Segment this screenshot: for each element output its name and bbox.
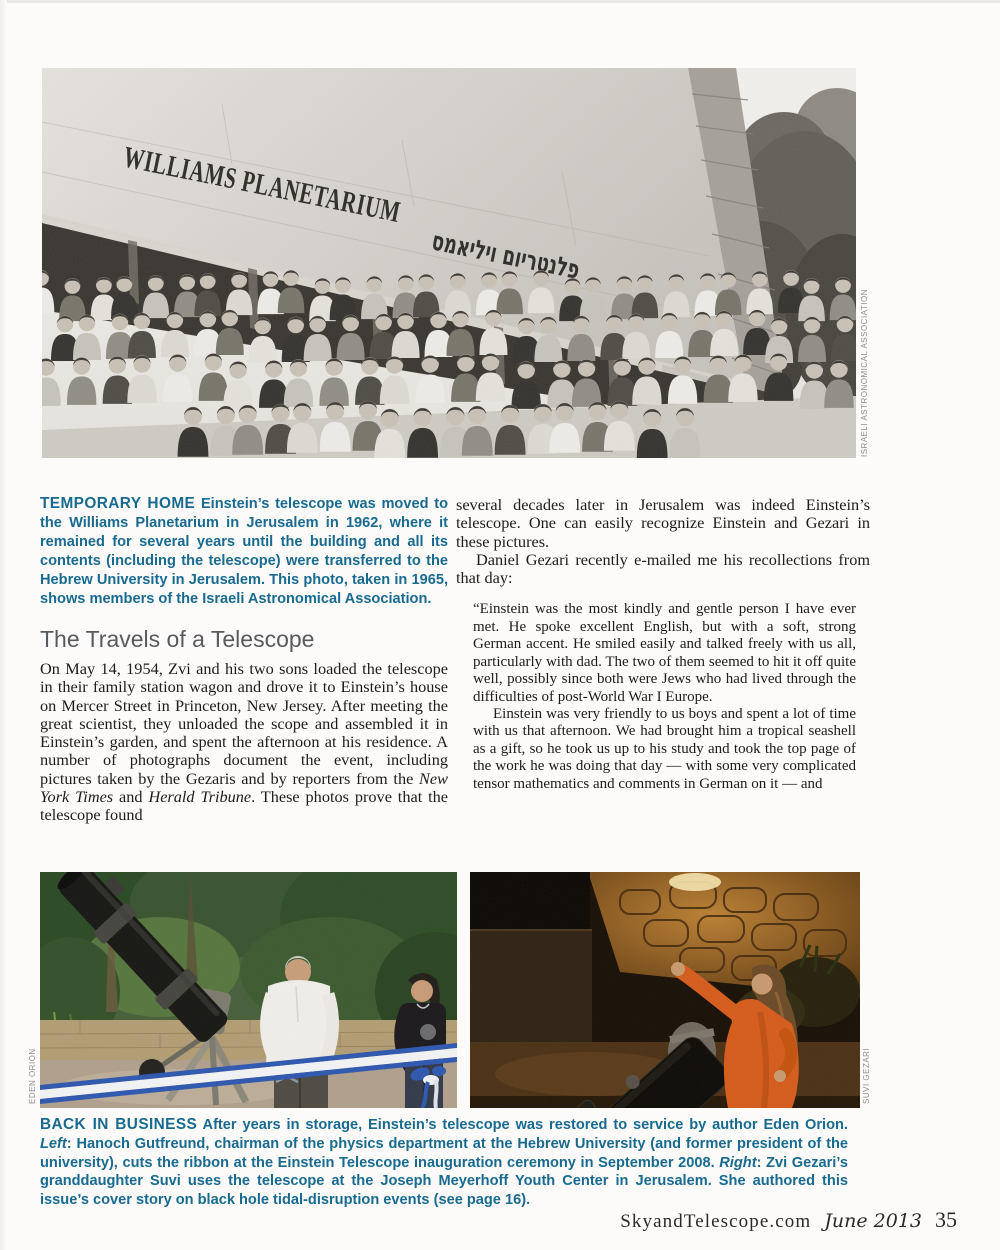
caption-text: : Hanoch Gutfreund, chairman of the physics department at the Hebrew University (and former president of the university), cuts the ribbon at the Einstein Telescope inauguration ceremony in September 2008. [40,1135,848,1171]
planetarium-sign-text-hebrew: פלנטריום ויליאמס [429,226,648,300]
quoted-recollection [473,601,856,792]
planetarium-photo-art [42,68,856,458]
film-grain [42,68,856,458]
paragraph-text: . These photos prove that the telescope found [40,787,448,825]
planetarium-photo [42,68,856,458]
caption-text: After years in storage, Einstein’s telescope was restored to service by author Eden Orion. [202,1117,848,1133]
paragraph-text: and [113,787,149,807]
photo-credit-bottom-right: SUVI GEZARI [862,1047,871,1104]
film-grain [470,872,860,1108]
quote-paragraph-1: “Einstein was the most kindly and gentle person I have ever met. He spoke excellent English, but with a soft, strong German accent. He smiled easily and talked freely with us all, particularly with dad. The two of them seemed to hit it off quite well, possibly since both were Jews who had lived through the difficulties of post-World War I Europe. [473,601,856,705]
article-paragraph-right-2: Daniel Gezari recently e-mailed me his recollections from that day: [456,549,870,588]
caption-back-in-business [40,1116,848,1210]
article-heading: The Travels of a Telescope [40,626,315,652]
italic-publication: New York Times [40,768,448,807]
page-footer [620,1207,957,1233]
footer-site: SkyandTelescope.com [620,1211,812,1232]
caption-temporary-home [40,494,448,609]
caption-text: Einstein’s telescope was moved to the Williams Planetarium in Jerusalem in 1962, where it remained for several years until the building and all its contents (including the telescope) were transferred to the Hebrew University in Jerusalem. This photo, taken in 1965, shows members of the Israeli Astronomical Association. [40,496,448,607]
footer-page-number: 35 [935,1207,957,1232]
caption-left-marker: Left [40,1135,67,1152]
ribbon-cutting-photo [40,872,457,1108]
footer-issue-date: June 2013 [824,1210,922,1232]
scan-edge-left [0,0,7,1250]
paragraph-text: On May 14, 1954, Zvi and his two sons loaded the telescope in their family station wagon and drove it to Einstein’s house on Mercer Street in Princeton, New Jersey. After meeting the great scientist, they unloaded the scope and assembled it in Einstein’s garden, and spent the afternoon at his residence. A number of photographs document the event, including pictures taken by the Gezaris and by reporters from the [40,659,448,788]
scan-edge-top [0,0,1000,3]
article-paragraph-right-1: several decades later in Jerusalem was indeed Einstein’s telescope. One can easily recognize Einstein and Gezari in these pictures. [456,495,870,551]
photo-credit-top: ISRAELI ASTRONOMICAL ASSOCIATION [860,288,869,457]
article-paragraph-left [40,660,448,825]
night-observing-art [470,872,860,1108]
right-column [456,496,870,793]
caption-label: TEMPORARY HOME [40,495,196,512]
italic-publication: Herald Tribune [148,787,252,807]
film-grain [40,872,457,1108]
ribbon-cutting-art [40,872,457,1108]
night-observing-photo [470,872,860,1108]
caption-right-marker: Right [719,1154,757,1171]
quote-paragraph-2: Einstein was very friendly to us boys and spent a lot of time with us that afternoon. We had brought him a tropical seashell as a gift, so he took us up to his study and took the top page of the work he was doing that day — with some very complicated tensor mathematics and comments in German on it — and [473,705,856,792]
photo-credit-bottom-left: EDEN ORION [28,1048,37,1104]
left-column [40,494,448,825]
caption-label: BACK IN BUSINESS [40,1116,198,1133]
planetarium-sign-text: WILLIAMS PLANETARIUM [120,140,531,255]
caption-text: : Zvi Gezari’s granddaughter Suvi uses the telescope at the Joseph Meyerhoff Youth Center in Jerusalem. She authored this issue’s cover story on black hole tidal-disruption events (see page 16). [40,1154,848,1209]
